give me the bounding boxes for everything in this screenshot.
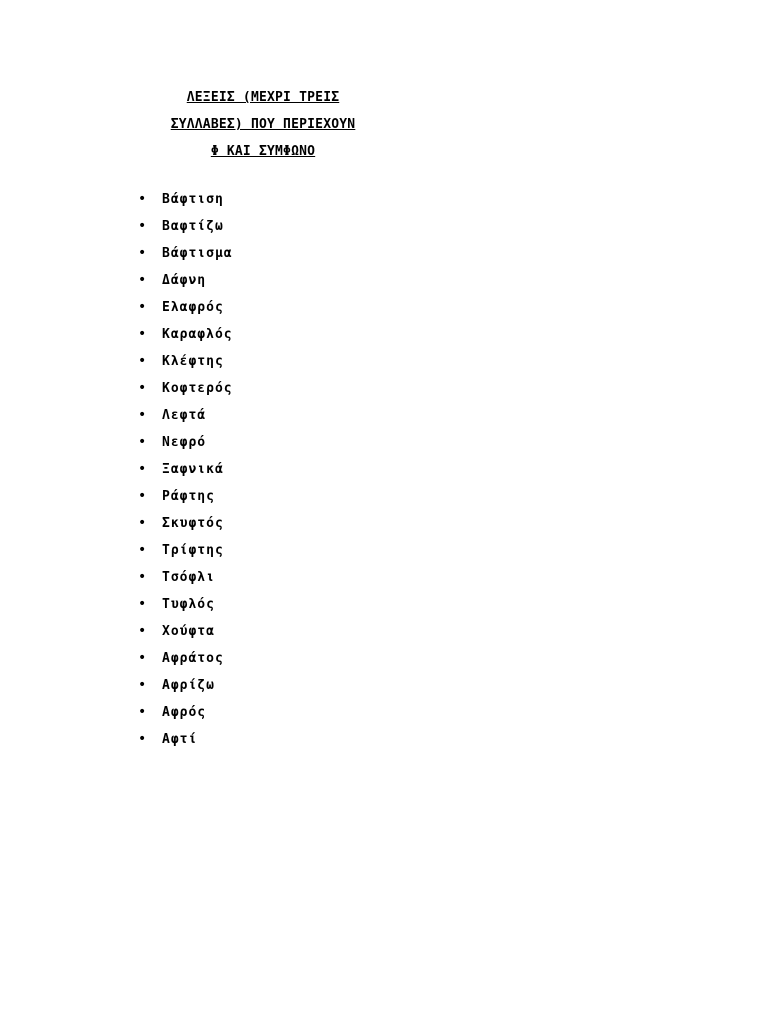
bullet-icon: • [138, 488, 147, 504]
list-item [138, 186, 233, 213]
list-item-word: Ξαφνικά [162, 462, 224, 477]
list-item [138, 537, 233, 564]
list-item-word: Καραφλός [162, 327, 233, 342]
bullet-icon: • [138, 461, 147, 477]
bullet-icon: • [138, 677, 147, 693]
bullet-icon: • [138, 542, 147, 558]
list-item [138, 645, 233, 672]
bullet-icon: • [138, 380, 147, 396]
bullet-icon: • [138, 650, 147, 666]
list-item [138, 699, 233, 726]
bullet-icon: • [138, 623, 147, 639]
list-item-word: Ελαφρός [162, 300, 224, 315]
document-title [138, 84, 388, 165]
title-line-3: Φ ΚΑΙ ΣΥΜΦΩΝΟ [210, 144, 316, 159]
bullet-icon: • [138, 407, 147, 423]
bullet-icon: • [138, 191, 147, 207]
list-item [138, 294, 233, 321]
list-item-word: Χούφτα [162, 624, 215, 639]
list-item [138, 672, 233, 699]
list-item-word: Τυφλός [162, 597, 215, 612]
list-item [138, 456, 233, 483]
bullet-icon: • [138, 596, 147, 612]
list-item-word: Ράφτης [162, 489, 215, 504]
bullet-icon: • [138, 353, 147, 369]
bullet-icon: • [138, 326, 147, 342]
list-item [138, 429, 233, 456]
list-item-word: Βάφτιση [162, 192, 224, 207]
list-item [138, 375, 233, 402]
list-item [138, 240, 233, 267]
list-item [138, 726, 233, 753]
list-item-word: Βαφτίζω [162, 219, 224, 234]
list-item-word: Τρίφτης [162, 543, 224, 558]
list-item-word: Τσόφλι [162, 570, 215, 585]
bullet-icon: • [138, 299, 147, 315]
list-item-word: Κοφτερός [162, 381, 233, 396]
list-item [138, 564, 233, 591]
list-item [138, 267, 233, 294]
list-item [138, 348, 233, 375]
title-line-2: ΣΥΛΛΑΒΕΣ) ΠΟΥ ΠΕΡΙΕΧΟΥΝ [170, 117, 356, 132]
list-item [138, 402, 233, 429]
list-item-word: Σκυφτός [162, 516, 224, 531]
title-line-1: ΛΕΞΕΙΣ (ΜΕΧΡΙ ΤΡΕΙΣ [186, 90, 340, 105]
list-item-word: Νεφρό [162, 435, 207, 450]
bullet-icon: • [138, 218, 147, 234]
list-item-word: Αφράτος [162, 651, 224, 666]
list-item [138, 591, 233, 618]
list-item-word: Αφρός [162, 705, 207, 720]
list-item-word: Λεφτά [162, 408, 207, 423]
bullet-icon: • [138, 434, 147, 450]
bullet-icon: • [138, 569, 147, 585]
bullet-icon: • [138, 704, 147, 720]
list-item-word: Δάφνη [162, 273, 207, 288]
bullet-icon: • [138, 515, 147, 531]
list-item [138, 510, 233, 537]
list-item-word: Βάφτισμα [162, 246, 233, 261]
bullet-icon: • [138, 731, 147, 747]
bullet-icon: • [138, 245, 147, 261]
word-list [138, 186, 233, 753]
list-item-word: Αφρίζω [162, 678, 215, 693]
list-item [138, 618, 233, 645]
list-item [138, 483, 233, 510]
bullet-icon: • [138, 272, 147, 288]
list-item-word: Κλέφτης [162, 354, 224, 369]
list-item [138, 213, 233, 240]
list-item [138, 321, 233, 348]
list-item-word: Αφτί [162, 732, 198, 747]
